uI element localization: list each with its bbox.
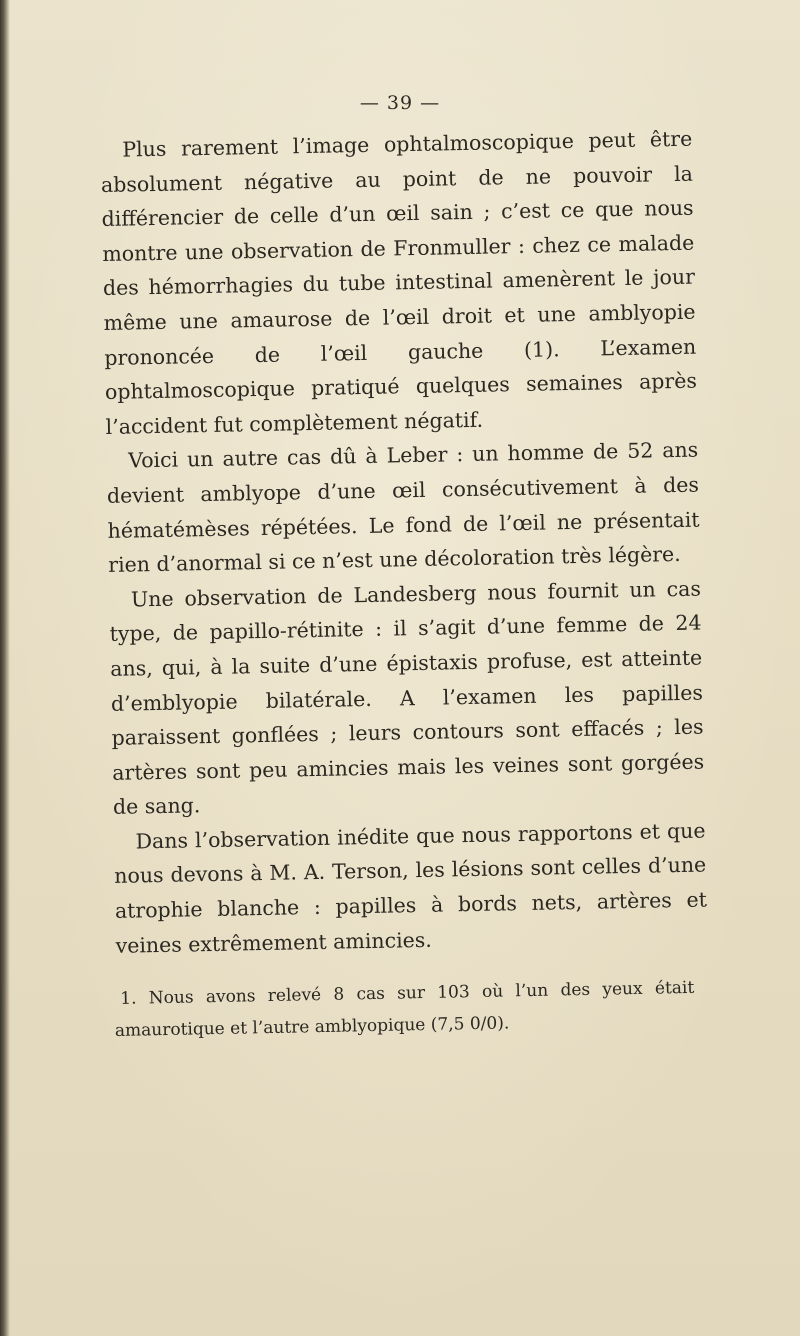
page-number: — 39 — [359,92,441,114]
footnote [114,972,695,1047]
paragraph-fronmuller: Plus rarement l’image ophtalmoscopique peut être absolument négative au point de ne pouvoir la différencier de celle d’un œil sain ; c’est ce que nous montre une observation de Fronmuller : chez ce malade des hémorrhagies du tube intestinal amenèrent le jour même une amaurose de l’œil droit et une amblyopie prononcée de l’œil gauche (1). L’examen ophtalmoscopique pratiqué quelques semaines après l’accident fut complètement négatif. [100,126,698,439]
paragraph-landesberg: Une observation de Landesberg nous fournit un cas type, de papillo-rétinite : il s’agit d’une femme de 24 ans, qui, à la suite d’une épistaxis profuse, est atteinte d’emblyopie bilatérale. A l’examen les papilles paraissent gonflées ; leurs contours sont effacés ; les artères sont peu amincies mais les veines sont gorgées de sang. [109,576,705,820]
paragraph-leber: Voici un autre cas dû à Leber : un homme de 52 ans devient amblyope d’une œil consécutivement à des hématémèses répétées. Le fond de l’œil ne présentait rien d’anormal si ce n’est une décoloration très légère. [106,437,700,578]
page-binding-edge [0,0,10,1336]
footnote-text: 1. Nous avons relevé 8 cas sur 103 où l’un des yeux était amaurotique et l’autre amblyopique (7,5 0/0). [114,977,695,1041]
body-text [100,122,708,963]
paragraph-terson: Dans l’observation inédite que nous rapportons et que nous devons à M. A. Terson, les lésions sont celles d’une atrophie blanche : papilles à bords nets, artères et veines extrêmement amincies. [114,818,708,958]
